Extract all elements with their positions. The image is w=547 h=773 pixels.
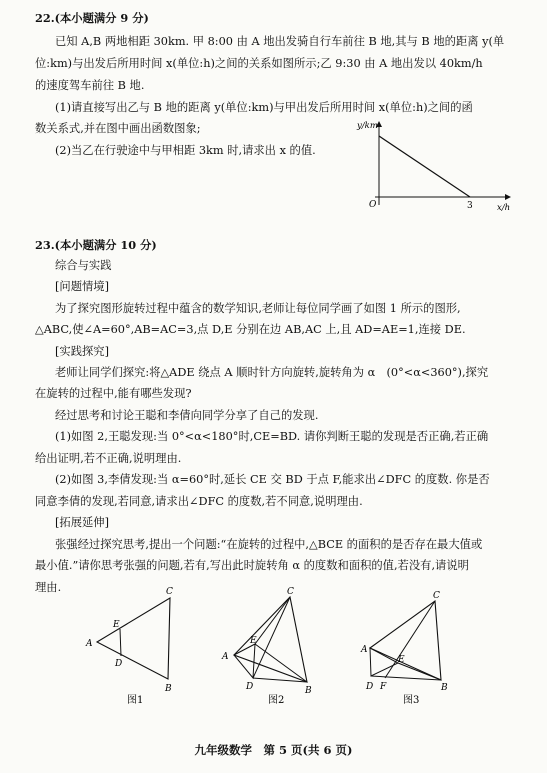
label-C: C — [433, 591, 440, 601]
q23-p2-line-4: (1)如图 2,王聪发现:当 0°<α<180°时,CE=BD. 请你判断王聪的发现是否正确,若正确 — [55, 430, 489, 443]
page-footer: 九年级数学 第 5 页(共 6 页) — [194, 743, 353, 757]
label-D: D — [366, 682, 374, 692]
label-B: B — [441, 683, 448, 693]
q22-line-4: (1)请直接写出乙与 B 地的距离 y(单位:km)与甲出发后所用时间 x(单位:h)之间的函 — [55, 101, 473, 114]
figure-3 — [355, 590, 465, 710]
fig3-caption: 图3 — [403, 695, 420, 706]
q23-p3-line-2: 最小值.”请你思考张强的问题,若有,写出此时旋转角 α 的度数和面积的值,若没有,请说明 — [35, 559, 469, 572]
label-B: B — [165, 684, 172, 694]
q22-graph — [355, 118, 515, 216]
q23-tag-practice: [实践探究] — [55, 345, 110, 358]
q23-title: 综合与实践 — [55, 259, 112, 272]
label-E: E — [250, 636, 257, 646]
label-E: E — [398, 655, 405, 665]
q23-header: 23.(本小题满分 10 分) — [35, 238, 157, 252]
q23-p3-line-3: 理由. — [35, 581, 62, 594]
q23-p1-line-2: △ABC,使∠A=60°,AB=AC=3,点 D,E 分别在边 AB,AC 上,且 AD=AE=1,连接 DE. — [35, 323, 466, 336]
q23-p2-line-2: 在旋转的过程中,能有哪些发现? — [35, 387, 192, 400]
label-A: A — [361, 645, 368, 655]
y-axis-label: y/km — [357, 121, 378, 131]
triangle-abc — [97, 598, 170, 679]
q22-line-6: (2)当乙在行驶途中与甲相距 3km 时,请求出 x 的值. — [55, 144, 316, 157]
q23-p2-line-5: 给出证明,若不正确,说明理由. — [35, 452, 182, 465]
q23-p2-line-7: 同意李倩的发现,若同意,请求出∠DFC 的度数,若不同意,说明理由. — [35, 495, 363, 508]
label-B: B — [305, 686, 312, 696]
label-C: C — [287, 587, 294, 597]
triangle-abc — [370, 601, 441, 680]
q22-line-5: 数关系式,并在图中画出函数图象; — [35, 122, 201, 135]
q23-tag-problem: [问题情境] — [55, 280, 110, 293]
q23-tag-extend: [拓展延伸] — [55, 516, 110, 529]
q23-p1-line-1: 为了探究图形旋转过程中蕴含的数学知识,老师让每位同学画了如图 1 所示的图形, — [55, 302, 461, 315]
q23-p2-line-3: 经过思考和讨论王聪和李倩向同学分享了自己的发现. — [55, 409, 319, 422]
segment-be — [255, 644, 307, 682]
jia-line — [379, 136, 470, 197]
q22-header: 22.(本小题满分 9 分) — [35, 11, 149, 25]
figure-2 — [220, 587, 330, 710]
fig1-caption: 图1 — [127, 695, 144, 706]
label-F: F — [380, 682, 387, 692]
label-E: E — [113, 620, 120, 630]
segment-ce — [255, 597, 290, 644]
triangle-ade — [234, 644, 255, 678]
label-A: A — [222, 652, 229, 662]
q22-line-2: 位:km)与出发后所用时间 x(单位:h)之间的关系如图所示;乙 9:30 由 A 地出发以 40km/h — [35, 57, 483, 70]
label-D: D — [115, 659, 123, 669]
label-D: D — [246, 682, 254, 692]
x-axis-label: x/h — [497, 203, 511, 213]
q23-p2-line-1: 老师让同学们探究:将△ADE 绕点 A 顺时针方向旋转,旋转角为 α (0°<α<360°),探究 — [55, 366, 489, 379]
q23-p3-line-1: 张强经过探究思考,提出一个问题:“在旋转的过程中,△BCE 的面积的是否存在最大值或 — [55, 538, 483, 551]
origin-label: O — [369, 200, 377, 210]
q22-line-3: 的速度驾车前往 B 地. — [35, 79, 145, 92]
figure-1 — [80, 587, 190, 710]
segment-de — [120, 629, 121, 656]
label-C: C — [166, 587, 173, 597]
label-A: A — [86, 639, 93, 649]
q22-line-1: 已知 A,B 两地相距 30km. 甲 8:00 由 A 地出发骑自行车前往 B 地,其与 B 地的距离 y(单 — [55, 35, 505, 48]
q23-p2-line-6: (2)如图 3,李倩发现:当 α=60°时,延长 CE 交 BD 于点 F,能求出∠DFC 的度数. 你是否 — [55, 473, 490, 486]
fig2-caption: 图2 — [268, 695, 285, 706]
x-tick-label: 3 — [467, 201, 473, 211]
triangle-ade — [370, 648, 398, 676]
segment-bd — [371, 676, 441, 680]
